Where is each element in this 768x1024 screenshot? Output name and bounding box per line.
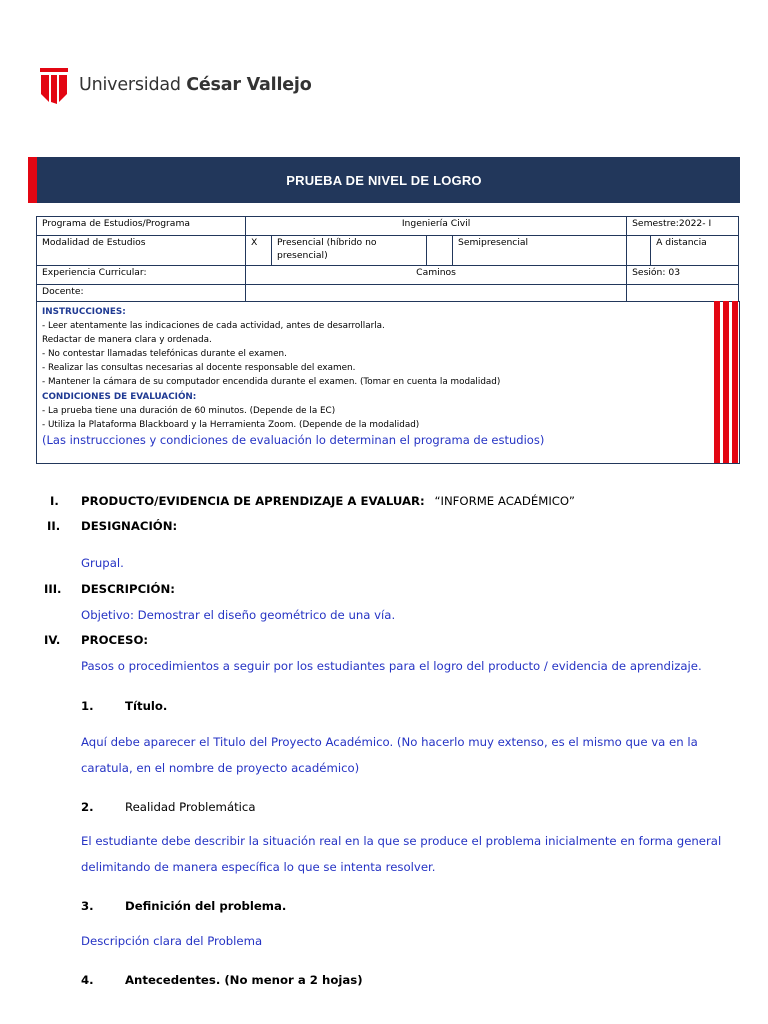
section-heading: DESCRIPCIÓN: [81, 582, 175, 596]
step-text: Aquí debe aparecer el Titulo del Proyecto Académico. (No hacerlo muy extenso, es el mismo que va en la [81, 735, 698, 749]
step-text: El estudiante debe describir la situación real en la que se produce el problema inicialmente en forma general [81, 834, 722, 848]
step-text: caratula, en el nombre de proyecto académico) [81, 761, 360, 775]
designation-value: Grupal. [81, 556, 124, 570]
step-text: delimitando de manera específica lo que se intenta resolver. [81, 860, 436, 874]
section-product [81, 494, 575, 508]
programa-value: Ingeniería Civil [246, 217, 627, 236]
presencial-checkbox [427, 236, 453, 266]
title-banner [28, 157, 740, 203]
section-heading: PRODUCTO/EVIDENCIA DE APRENDIZAJE A EVALUAR: [81, 494, 425, 508]
university-logo [38, 66, 312, 104]
docente-extra [627, 285, 739, 302]
section-heading: DESIGNACIÓN: [81, 519, 178, 533]
docente-label: Docente: [37, 285, 246, 302]
conditions-heading: CONDICIONES DE EVALUACIÓN: [42, 391, 197, 402]
step-title: Definición del problema. [125, 899, 287, 913]
logo-wordmark [79, 75, 312, 95]
decorative-red-stripes [714, 301, 738, 463]
instruction-line: Redactar de manera clara y ordenada. [42, 335, 212, 346]
docente-value [246, 285, 627, 302]
instruction-line: - Mantener la cámara de su computador encendida durante el examen. (Tomar en cuenta la modalidad) [42, 377, 501, 388]
logo-text-bold: César Vallejo [186, 75, 312, 95]
semestre-cell: Semestre:2022- I [627, 217, 739, 236]
page-title: PRUEBA DE NIVEL DE LOGRO [286, 173, 482, 188]
modalidad-label: Modalidad de Estudios [37, 236, 246, 266]
sesion-cell: Sesión: 03 [627, 266, 739, 285]
step-title: Realidad Problemática [125, 800, 256, 814]
distancia-checkbox [627, 236, 651, 266]
course-info-table [36, 216, 739, 302]
logo-text-regular: Universidad [79, 75, 181, 95]
distancia-option: A distancia [651, 236, 739, 266]
step-title: Antecedentes. (No menor a 2 hojas) [125, 973, 363, 987]
step-text: Descripción clara del Problema [81, 934, 263, 948]
step-number: 3. [81, 899, 94, 913]
presencial-option: Presencial (híbrido no presencial) [272, 236, 427, 266]
process-value: Pasos o procedimientos a seguir por los estudiantes para el logro del producto / evidencia de aprendizaje. [81, 659, 702, 673]
section-number: I. [50, 494, 59, 508]
description-value: Objetivo: Demostrar el diseño geométrico de una vía. [81, 608, 396, 622]
product-value: “INFORME ACADÉMICO” [434, 494, 575, 508]
instructions-heading: INSTRUCCIONES: [42, 307, 126, 317]
step-number: 2. [81, 800, 94, 814]
section-number: III. [44, 582, 62, 596]
instructions-note: (Las instrucciones y condiciones de evaluación lo determinan el programa de estudios) [42, 432, 545, 447]
section-number: II. [47, 519, 61, 533]
section-number: IV. [44, 633, 61, 647]
instructions-box [36, 301, 740, 464]
experiencia-value: Caminos [246, 266, 627, 285]
step-number: 1. [81, 699, 94, 713]
step-title: Título. [125, 699, 168, 713]
condition-line: - Utiliza la Plataforma Blackboard y la Herramienta Zoom. (Depende de la modalidad) [42, 419, 420, 430]
step-number: 4. [81, 973, 94, 987]
experiencia-label: Experiencia Curricular: [37, 266, 246, 285]
condition-line: - La prueba tiene una duración de 60 minutos. (Depende de la EC) [42, 405, 336, 416]
ucv-shield-icon [38, 66, 70, 104]
modalidad-mark: X [246, 236, 272, 266]
instruction-line: - Leer atentamente las indicaciones de cada actividad, antes de desarrollarla. [42, 321, 385, 332]
semipresencial-option: Semipresencial [453, 236, 627, 266]
instruction-line: - No contestar llamadas telefónicas durante el examen. [42, 349, 287, 360]
programa-label: Programa de Estudios/Programa [37, 217, 246, 236]
instruction-line: - Realizar las consultas necesarias al docente responsable del examen. [42, 363, 356, 374]
section-heading: PROCESO: [81, 633, 149, 647]
